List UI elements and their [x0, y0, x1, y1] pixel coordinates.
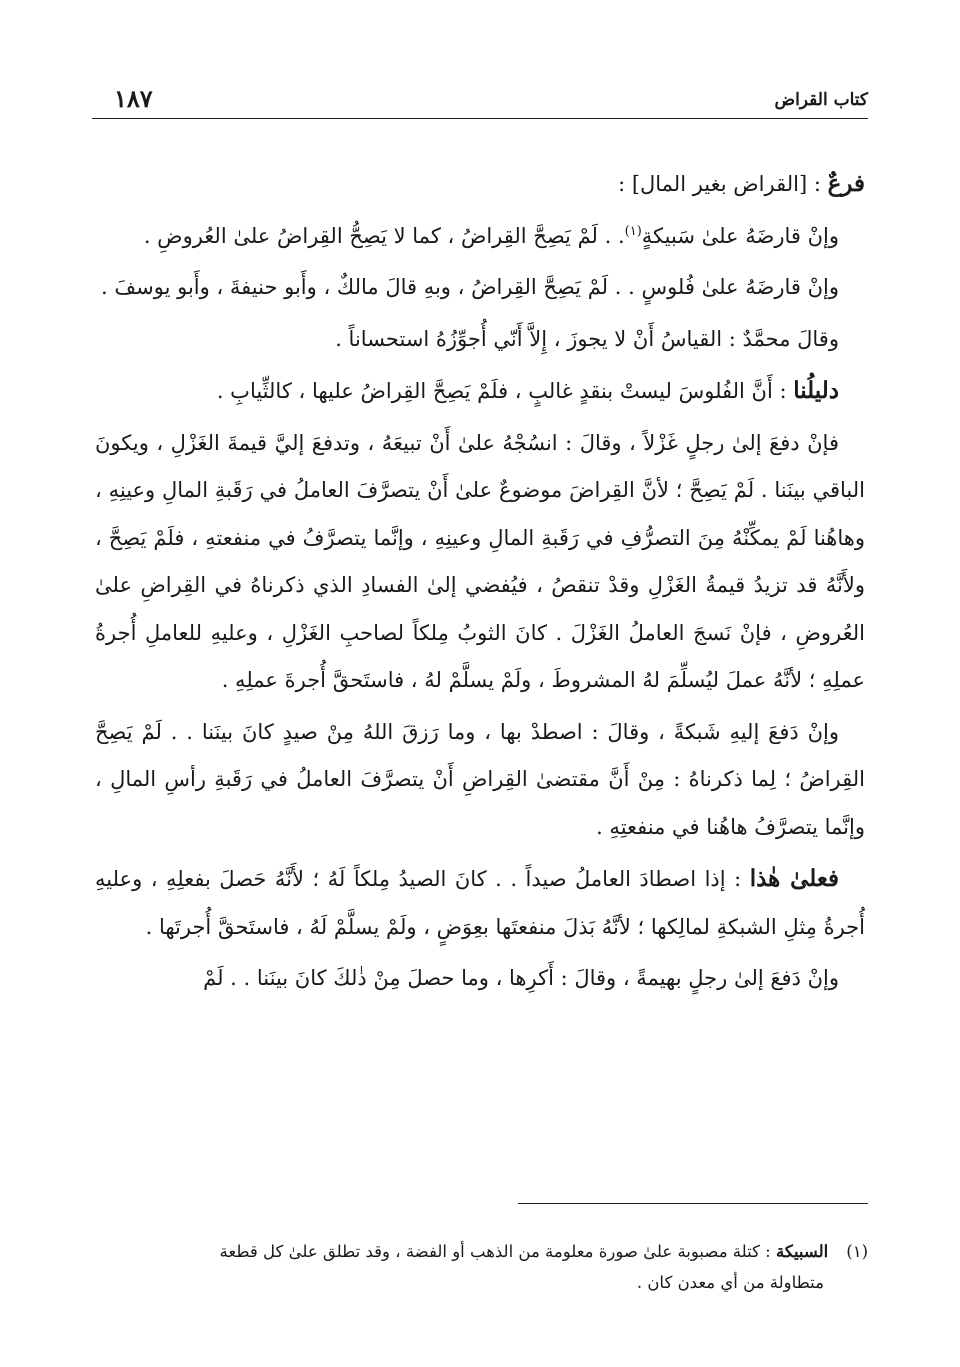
footnote: [92, 1236, 868, 1267]
paragraph-lead: دليلُنا: [793, 377, 839, 404]
paragraph-text: وإنْ قارضَهُ علىٰ فُلوسٍ . . لَمْ يَصِحَّ القِراضُ ، وبهِ قالَ مالكٌ ، وأَبو حنيفةَ ، وأَبو يوسفَ .: [101, 275, 839, 299]
footnote-text: : كتلة مصبوبة علىٰ صورة معلومة من الذهب أو الفضة ، وقد تطلق علىٰ كل قطعة: [219, 1242, 776, 1261]
paragraph: [95, 855, 865, 951]
paragraph-lead: فرعٌ: [827, 170, 865, 197]
paragraph-text: وقالَ محمَّدٌ : القياسُ أَنْ لا يجوزَ ، إِلاَّ أَنّي أُجوِّزُهُ استحساناً .: [335, 326, 839, 351]
footnote-reference: (١): [624, 223, 642, 239]
paragraph-text: : إذا اصطادَ العاملُ صيداً . . كانَ الصيدُ مِلكاً لَهُ ؛ لأَنَّهُ حَصلَ بفعلِهِ ، وعليهِ أُجرةُ مِثلِ الشبكةِ لمالِكها ؛ لأنَّهُ بَذلَ منفعتَها بعِوَضٍ ، ولَمْ يسلَّمْ لَهُ ، فاستَحقَّ أُجرتَها .: [95, 867, 865, 939]
footnote-continuation: متطاولة من أي معدن كان .: [636, 1273, 824, 1292]
paragraph: [95, 367, 865, 416]
book-title: كتاب القراض: [774, 90, 868, 110]
paragraph-text: وإنْ قارضَهُ علىٰ سَبيكةٍ: [641, 223, 839, 248]
paragraph-text: فإنْ دفعَ إلىٰ رجلٍ غَزْلاً ، وقالَ : انسُجْهُ علىٰ أَنْ تبيعَهُ ، وتدفعَ إليَّ قيمةَ الغَزْلِ ، ويكونَ الباقي بينَنا . لَمْ يَصِحَّ ؛ لأنَّ القِراضَ موضوعٌ علىٰ أَنْ يتصرَّفَ العاملُ في رَقَبةِ المالِ وعينِهِ ، وهاهُنا لَمْ يمكِّنْهُ مِنَ التصرُّفِ في رَقَبةِ المالِ وعينِهِ ، وإنَّما يتصرَّفُ في منفعتهِ ، فلَمْ يَصِحَّ ، ولأَنَّهُ قد تزيدُ قيمةُ الغَزْلِ وقدْ تنقصُ ، فيُفضي إلىٰ الفسادِ الذي ذكرناهُ في القِراضِ علىٰ العُروضِ ، فإنْ نَسجَ العاملُ الغَزْلَ . كانَ الثوبُ مِلكاً لصاحبِ الغَزْلِ ، وعليهِ للعاملِ أُجرةُ عملِهِ ؛ لأنَّهُ عملَ ليُسلِّمَ لهُ المشروطَ ، ولَمْ يسلَّمْ لهُ ، فاستَحقَّ أُجرةَ عملِهِ .: [95, 430, 865, 692]
running-header: [92, 86, 868, 119]
paragraph: [95, 709, 865, 852]
paragraph: [95, 213, 865, 261]
paragraph: [95, 316, 865, 364]
paragraph-text-continued: . . لَمْ يَصِحَّ القِراضُ ، كما لا يَصِحُّ القِراضُ علىٰ العُروضِ .: [143, 223, 625, 248]
footnote-term: السبيكة: [776, 1242, 829, 1261]
paragraph: [95, 955, 865, 1003]
paragraph-text: : [القراض بغير المال] :: [618, 172, 828, 196]
footnotes: [92, 1236, 868, 1298]
paragraph-text: وإنْ دَفعَ إليهِ شَبكةً ، وقالَ : اصطدْ بها ، وما رَزقَ اللهُ مِنْ صيدٍ كانَ بينَنا . . لَمْ يَصِحَّ القِراضُ ؛ لِما ذكرناهُ : مِنْ أَنَّ مقتضىٰ القِراضِ أَنْ يتصرَّفَ العاملُ في رَقَبةِ رأسِ المالِ ، وإنَّما يتصرَّفُ هاهُنا في منفعتِهِ .: [95, 719, 865, 839]
paragraph: [95, 264, 865, 312]
paragraph-heading: [95, 160, 865, 209]
footnote-divider: [518, 1203, 868, 1204]
page-number: ١٨٧: [114, 84, 153, 113]
paragraph-lead: فعلىٰ هٰذا: [749, 865, 839, 892]
paragraph: [95, 420, 865, 705]
main-text: [95, 160, 865, 1007]
paragraph-text: : أَنَّ الفُلوسَ ليستْ بنقدٍ غالبٍ ، فلَمْ يَصِحَّ القِراضُ عليها ، كالثِّيابِ .: [216, 379, 794, 403]
paragraph-text: وإنْ دَفعَ إلىٰ رجلٍ بهيمةً ، وقالَ : أَكرِها ، وما حصلَ مِنْ ذٰلكَ كانَ بينَنا . . لَمْ: [203, 966, 839, 990]
footnote-number: (١): [846, 1242, 868, 1261]
